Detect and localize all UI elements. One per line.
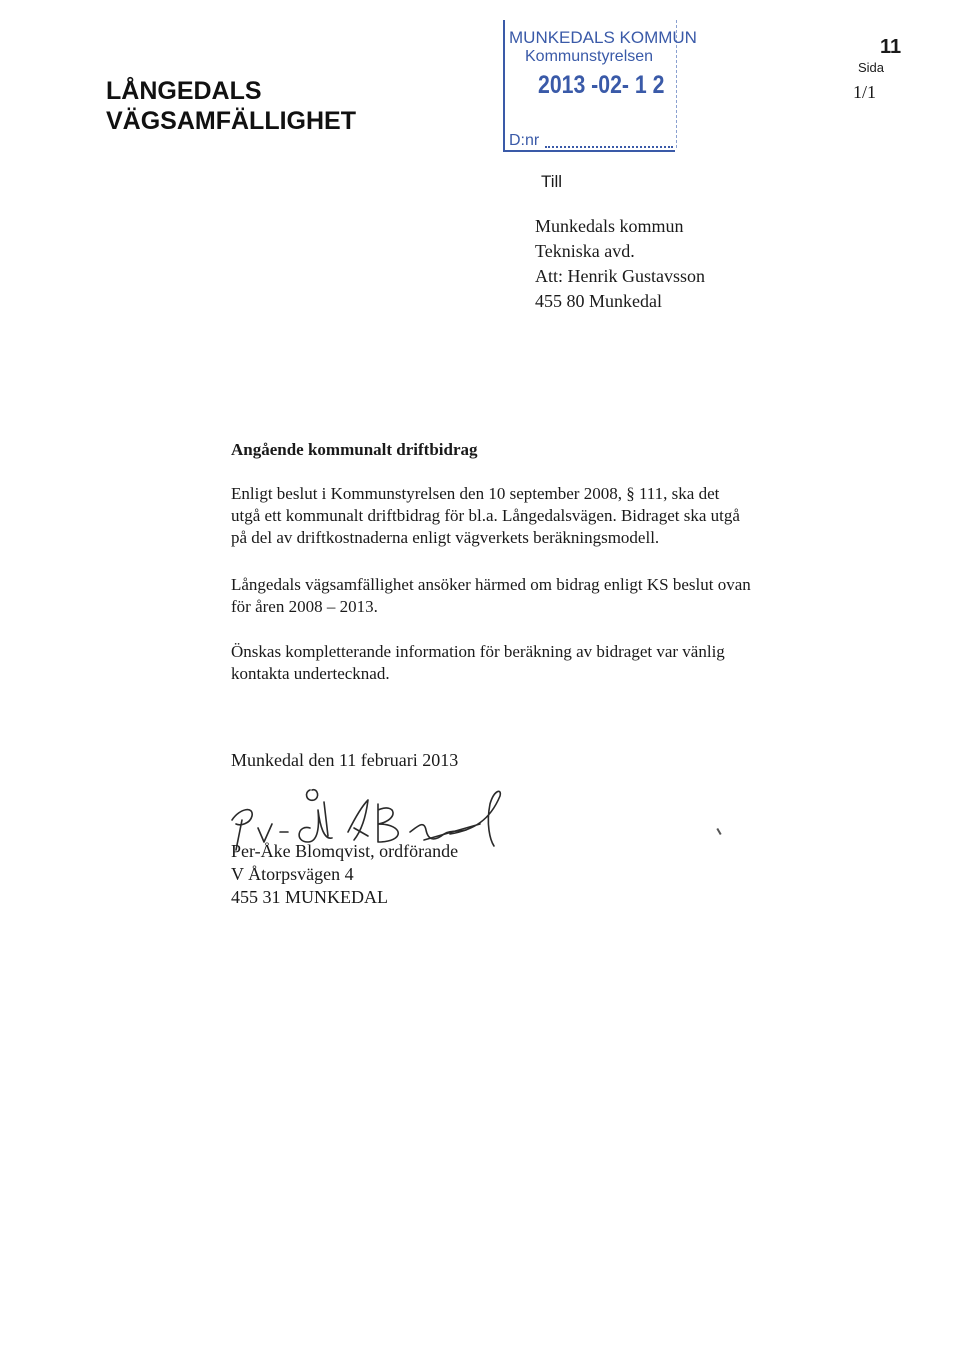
paragraph-line: kontakta undertecknad. <box>231 664 390 683</box>
organization-name <box>106 76 356 136</box>
recipient-line: Att: Henrik Gustavsson <box>535 266 705 286</box>
recipient-line: Munkedals kommun <box>535 216 684 236</box>
signer-block <box>231 840 458 909</box>
recipient-line: 455 80 Munkedal <box>535 291 662 311</box>
signer-name: Per-Åke Blomqvist, ordförande <box>231 841 459 861</box>
stamp-municipality: MUNKEDALS KOMMUN <box>509 28 697 47</box>
signer-postal: 455 31 MUNKEDAL <box>231 887 388 907</box>
page-number: 11 <box>880 36 902 58</box>
org-name-line-2: VÄGSAMFÄLLIGHET <box>106 107 356 135</box>
stray-mark <box>716 828 721 835</box>
recipient-address <box>535 214 705 314</box>
stamp-dnr-field <box>545 134 673 148</box>
stamp-date: 2013 -02- 1 2 <box>538 71 665 99</box>
paragraph-line: Önskas kompletterande information för beräkning av bidraget var vänlig <box>231 642 725 661</box>
signer-street: V Åtorpsvägen 4 <box>231 864 354 884</box>
page-label: Sida <box>858 60 885 75</box>
place-and-date: Munkedal den 11 februari 2013 <box>231 750 459 770</box>
paragraph-2 <box>231 574 871 618</box>
letter-subject: Angående kommunalt driftbidrag <box>231 440 478 459</box>
paragraph-line: på del av driftkostnaderna enligt vägverkets beräkningsmodell. <box>231 528 660 547</box>
page-of-total: 1/1 <box>853 82 877 102</box>
stamp-department: Kommunstyrelsen <box>525 48 654 65</box>
paragraph-3 <box>231 641 871 685</box>
received-stamp <box>503 20 697 152</box>
recipient-line: Tekniska avd. <box>535 241 635 261</box>
paragraph-line: Enligt beslut i Kommunstyrelsen den 10 september 2008, § 111, ska det <box>231 484 720 503</box>
stamp-dnr-label: D:nr <box>509 132 540 149</box>
till-label: Till <box>541 172 563 191</box>
paragraph-line: utgå ett kommunalt driftbidrag för bl.a. Långedalsvägen. Bidraget ska utgå <box>231 506 740 525</box>
paragraph-line: för åren 2008 – 2013. <box>231 597 378 616</box>
paragraph-line: Långedals vägsamfällighet ansöker härmed om bidrag enligt KS beslut ovan <box>231 575 751 594</box>
org-name-line-1: LÅNGEDALS <box>106 77 262 105</box>
paragraph-1 <box>231 483 871 549</box>
